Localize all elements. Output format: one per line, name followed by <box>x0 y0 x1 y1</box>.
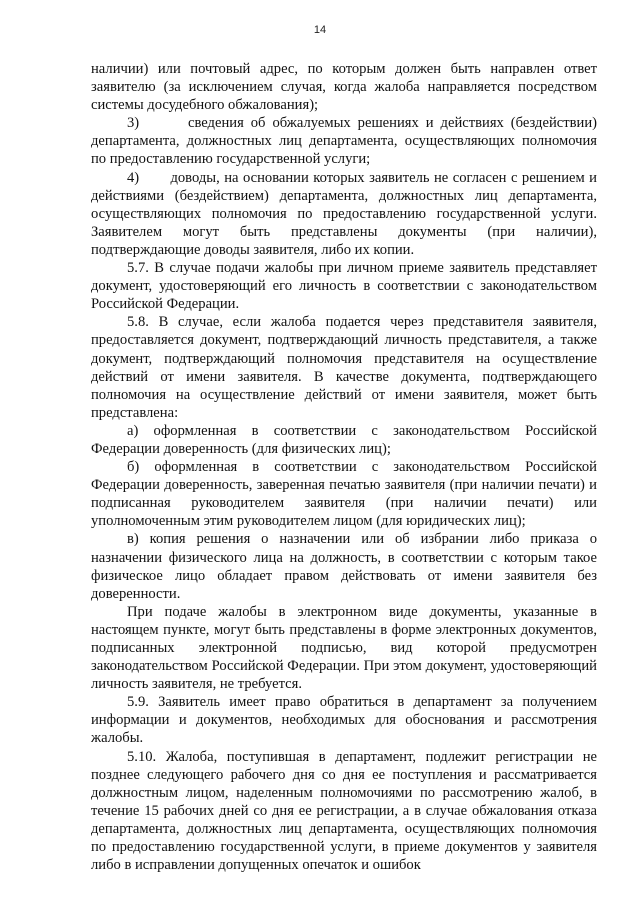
paragraph-item-3: 3) сведения об обжалуемых решениях и действиях (бездействии) департамента, должностных лиц департамента, осуществляющих полномочия по предоставлению государственной услуги; <box>91 115 597 168</box>
page-number: 14 <box>313 24 327 36</box>
paragraph-5-9: 5.9. Заявитель имеет право обратиться в департамент за получением информации и документов, необходимых для обоснования и рассмотрения жалобы. <box>91 694 597 747</box>
paragraph-5-8: 5.8. В случае, если жалоба подается через представителя заявителя, предоставляется документ, подтверждающий личность представителя, а также документ, подтверждающий полномочия представителя на осуществление действий от имени заявителя. В качестве документа, подтверждающего полномочия на осуществление действий от имени заявителя, может быть представлена: <box>91 314 597 421</box>
paragraph-5-10: 5.10. Жалоба, поступившая в департамент, подлежит регистрации не позднее следующего рабочего дня со дня ее поступления и рассматривается должностным лицом, наделенным полномочиями по рассмотрению жалоб, в течение 15 рабочих дней со дня ее регистрации, а в случае обжалования отказа департамента, должностных лиц департамента, осуществляющих полномочия по предоставлению государственной услуги, в приеме документов у заявителя либо в исправлении допущенных опечаток и ошибок <box>91 748 597 874</box>
paragraph-address-continuation: наличии) или почтовый адрес, по которым должен быть направлен ответ заявителю (за исключением случая, когда жалоба направляется посредством системы досудебного обжалования); <box>91 61 597 114</box>
document-body <box>91 60 597 874</box>
paragraph-item-4: 4) доводы, на основании которых заявитель не согласен с решением и действиями (бездействием) департамента, должностных лиц департамента, осуществляющих полномочия по предоставлению государственной услуги. Заявителем могут быть представлены документы (при наличии), подтверждающие доводы заявителя, либо их копии. <box>91 169 597 258</box>
paragraph-item-b: б) оформленная в соответствии с законодательством Российской Федерации доверенность, заверенная печатью заявителя (при наличии печати) и подписанная руководителем заявителя (при наличии печати) или уполномоченным этим руководителем лицом (для юридических лиц); <box>91 459 597 530</box>
paragraph-electronic-submission: При подаче жалобы в электронном виде документы, указанные в настоящем пункте, могут быть представлены в форме электронных документов, подписанных электронной подписью, вид которой предусмотрен законодательством Российской Федерации. При этом документ, удостоверяющий личность заявителя, не требуется. <box>91 603 597 693</box>
paragraph-item-v: в) копия решения о назначении или об избрании либо приказа о назначении физического лица на должность, в соответствии с которым такое физическое лицо обладает правом действовать от имени заявителя без доверенности. <box>91 531 597 602</box>
paragraph-5-7: 5.7. В случае подачи жалобы при личном приеме заявитель представляет документ, удостоверяющий его личность в соответствии с законодательством Российской Федерации. <box>91 260 597 313</box>
paragraph-item-a: а) оформленная в соответствии с законодательством Российской Федерации доверенность (для физических лиц); <box>91 422 597 457</box>
